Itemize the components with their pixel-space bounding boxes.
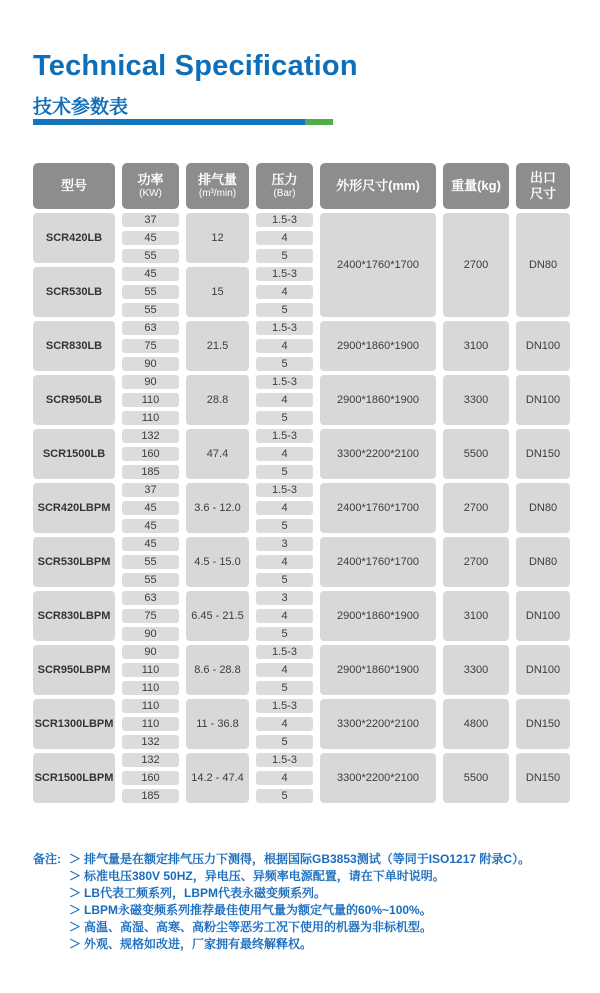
pressure-cell: 4 bbox=[256, 393, 313, 407]
dimensions-cell: 3300*2200*2100 bbox=[320, 699, 436, 749]
column-header-label: 型号 bbox=[60, 178, 87, 194]
model-cell: SCR950LBPM bbox=[33, 645, 115, 695]
pressure-cell: 1.5-3 bbox=[256, 267, 313, 281]
column-header-label: 功率 bbox=[137, 172, 164, 188]
power-cell: 110 bbox=[122, 411, 179, 425]
model-cell: SCR830LBPM bbox=[33, 591, 115, 641]
column-header-label: 出口 bbox=[529, 170, 556, 186]
note-text: LBPM永磁变频系列推荐最佳使用气量为额定气量的60%~100%。 bbox=[84, 903, 432, 917]
outlet-cell: DN100 bbox=[516, 375, 570, 425]
power-cell: 45 bbox=[122, 501, 179, 515]
power-cell: 45 bbox=[122, 519, 179, 533]
outlet-cell: DN100 bbox=[516, 645, 570, 695]
note-item bbox=[69, 868, 530, 885]
model-cell: SCR420LB bbox=[33, 213, 115, 263]
pressure-cell: 3 bbox=[256, 537, 313, 551]
page-title: Technical Specification bbox=[33, 50, 358, 82]
note-item bbox=[69, 919, 530, 936]
pressure-cell: 4 bbox=[256, 663, 313, 677]
model-cell: SCR420LBPM bbox=[33, 483, 115, 533]
pressure-cell: 4 bbox=[256, 447, 313, 461]
power-cell: 185 bbox=[122, 789, 179, 803]
column-header-6 bbox=[443, 163, 509, 209]
note-marker: ＞ bbox=[69, 903, 82, 917]
model-cell: SCR530LB bbox=[33, 267, 115, 317]
pressure-cell: 1.5-3 bbox=[256, 213, 313, 227]
pressure-cell: 4 bbox=[256, 501, 313, 515]
note-marker: ＞ bbox=[69, 852, 82, 866]
divider-blue-bar bbox=[33, 119, 305, 125]
pressure-cell: 1.5-3 bbox=[256, 753, 313, 767]
power-cell: 110 bbox=[122, 717, 179, 731]
model-cell: SCR1500LBPM bbox=[33, 753, 115, 803]
divider-green-bar bbox=[305, 119, 333, 125]
dimensions-cell: 2900*1860*1900 bbox=[320, 375, 436, 425]
pressure-cell: 4 bbox=[256, 285, 313, 299]
power-cell: 63 bbox=[122, 591, 179, 605]
pressure-cell: 1.5-3 bbox=[256, 483, 313, 497]
weight-cell: 3100 bbox=[443, 321, 509, 371]
pressure-cell: 4 bbox=[256, 555, 313, 569]
pressure-cell: 5 bbox=[256, 411, 313, 425]
pressure-cell: 5 bbox=[256, 681, 313, 695]
pressure-cell: 5 bbox=[256, 789, 313, 803]
weight-cell: 2700 bbox=[443, 537, 509, 587]
note-item bbox=[69, 885, 530, 902]
note-item bbox=[69, 902, 530, 919]
model-cell: SCR830LB bbox=[33, 321, 115, 371]
pressure-cell: 4 bbox=[256, 609, 313, 623]
pressure-cell: 5 bbox=[256, 465, 313, 479]
pressure-cell: 5 bbox=[256, 357, 313, 371]
weight-cell: 5500 bbox=[443, 753, 509, 803]
column-header-2 bbox=[122, 163, 179, 209]
weight-cell: 3300 bbox=[443, 645, 509, 695]
column-header-label: 重量(kg) bbox=[451, 178, 501, 194]
note-marker: ＞ bbox=[69, 869, 82, 883]
column-header-sublabel: 尺寸 bbox=[529, 186, 556, 201]
power-cell: 90 bbox=[122, 627, 179, 641]
column-header-5 bbox=[320, 163, 436, 209]
model-cell: SCR1300LBPM bbox=[33, 699, 115, 749]
pressure-cell: 1.5-3 bbox=[256, 321, 313, 335]
note-text: 高温、高湿、高寒、高粉尘等恶劣工况下使用的机器为非标机型。 bbox=[84, 920, 433, 934]
column-header-label: 外形尺寸(mm) bbox=[336, 178, 420, 194]
note-text: 标准电压380V 50HZ，异电压、异频率电源配置，请在下单时说明。 bbox=[84, 869, 445, 883]
displacement-cell: 3.6 - 12.0 bbox=[186, 483, 249, 533]
weight-cell: 2700 bbox=[443, 213, 509, 317]
pressure-cell: 1.5-3 bbox=[256, 429, 313, 443]
pressure-cell: 5 bbox=[256, 573, 313, 587]
model-cell: SCR1500LB bbox=[33, 429, 115, 479]
dimensions-cell: 2900*1860*1900 bbox=[320, 645, 436, 695]
weight-cell: 2700 bbox=[443, 483, 509, 533]
displacement-cell: 6.45 - 21.5 bbox=[186, 591, 249, 641]
displacement-cell: 11 - 36.8 bbox=[186, 699, 249, 749]
weight-cell: 4800 bbox=[443, 699, 509, 749]
weight-cell: 3100 bbox=[443, 591, 509, 641]
pressure-cell: 5 bbox=[256, 627, 313, 641]
notes-list bbox=[69, 851, 530, 953]
power-cell: 110 bbox=[122, 393, 179, 407]
page-subtitle: 技术参数表 bbox=[33, 97, 129, 118]
note-marker: ＞ bbox=[69, 886, 82, 900]
pressure-cell: 1.5-3 bbox=[256, 645, 313, 659]
power-cell: 132 bbox=[122, 429, 179, 443]
power-cell: 75 bbox=[122, 339, 179, 353]
power-cell: 55 bbox=[122, 555, 179, 569]
outlet-cell: DN80 bbox=[516, 483, 570, 533]
dimensions-cell: 3300*2200*2100 bbox=[320, 429, 436, 479]
power-cell: 160 bbox=[122, 771, 179, 785]
outlet-cell: DN150 bbox=[516, 753, 570, 803]
power-cell: 185 bbox=[122, 465, 179, 479]
pressure-cell: 4 bbox=[256, 231, 313, 245]
power-cell: 110 bbox=[122, 663, 179, 677]
dimensions-cell: 3300*2200*2100 bbox=[320, 753, 436, 803]
notes-label: 备注: bbox=[33, 852, 61, 866]
dimensions-cell: 2400*1760*1700 bbox=[320, 483, 436, 533]
note-text: 外观、规格如改进，厂家拥有最终解释权。 bbox=[84, 937, 313, 951]
power-cell: 45 bbox=[122, 231, 179, 245]
pressure-cell: 5 bbox=[256, 249, 313, 263]
pressure-cell: 3 bbox=[256, 591, 313, 605]
power-cell: 75 bbox=[122, 609, 179, 623]
title-divider bbox=[33, 119, 333, 125]
pressure-cell: 5 bbox=[256, 303, 313, 317]
outlet-cell: DN150 bbox=[516, 699, 570, 749]
displacement-cell: 15 bbox=[186, 267, 249, 317]
power-cell: 37 bbox=[122, 483, 179, 497]
column-header-sublabel: (KW) bbox=[139, 187, 162, 199]
note-marker: ＞ bbox=[69, 937, 82, 951]
power-cell: 63 bbox=[122, 321, 179, 335]
pressure-cell: 4 bbox=[256, 771, 313, 785]
pressure-cell: 5 bbox=[256, 519, 313, 533]
power-cell: 55 bbox=[122, 573, 179, 587]
column-header-sublabel: (Bar) bbox=[273, 187, 296, 199]
power-cell: 45 bbox=[122, 537, 179, 551]
outlet-cell: DN100 bbox=[516, 321, 570, 371]
model-cell: SCR530LBPM bbox=[33, 537, 115, 587]
notes-section bbox=[33, 851, 578, 953]
dimensions-cell: 2900*1860*1900 bbox=[320, 591, 436, 641]
power-cell: 37 bbox=[122, 213, 179, 227]
outlet-cell: DN100 bbox=[516, 591, 570, 641]
column-header-label: 压力 bbox=[271, 172, 298, 188]
power-cell: 110 bbox=[122, 681, 179, 695]
power-cell: 132 bbox=[122, 753, 179, 767]
power-cell: 55 bbox=[122, 249, 179, 263]
displacement-cell: 28.8 bbox=[186, 375, 249, 425]
dimensions-cell: 2900*1860*1900 bbox=[320, 321, 436, 371]
column-header-7 bbox=[516, 163, 570, 209]
power-cell: 55 bbox=[122, 285, 179, 299]
note-text: LB代表工频系列，LBPM代表永磁变频系列。 bbox=[84, 886, 326, 900]
weight-cell: 3300 bbox=[443, 375, 509, 425]
power-cell: 160 bbox=[122, 447, 179, 461]
power-cell: 110 bbox=[122, 699, 179, 713]
displacement-cell: 12 bbox=[186, 213, 249, 263]
power-cell: 90 bbox=[122, 375, 179, 389]
displacement-cell: 47.4 bbox=[186, 429, 249, 479]
power-cell: 55 bbox=[122, 303, 179, 317]
outlet-cell: DN80 bbox=[516, 537, 570, 587]
power-cell: 132 bbox=[122, 735, 179, 749]
column-header-label: 排气量 bbox=[197, 172, 237, 188]
pressure-cell: 4 bbox=[256, 717, 313, 731]
displacement-cell: 4.5 - 15.0 bbox=[186, 537, 249, 587]
outlet-cell: DN80 bbox=[516, 213, 570, 317]
note-item bbox=[69, 851, 530, 868]
model-cell: SCR950LB bbox=[33, 375, 115, 425]
pressure-cell: 1.5-3 bbox=[256, 375, 313, 389]
pressure-cell: 4 bbox=[256, 339, 313, 353]
spec-table bbox=[33, 163, 570, 803]
displacement-cell: 8.6 - 28.8 bbox=[186, 645, 249, 695]
column-header-sublabel: (m³/min) bbox=[198, 187, 237, 199]
column-header-3 bbox=[186, 163, 249, 209]
column-header-1 bbox=[33, 163, 115, 209]
weight-cell: 5500 bbox=[443, 429, 509, 479]
power-cell: 45 bbox=[122, 267, 179, 281]
power-cell: 90 bbox=[122, 357, 179, 371]
displacement-cell: 21.5 bbox=[186, 321, 249, 371]
outlet-cell: DN150 bbox=[516, 429, 570, 479]
dimensions-cell: 2400*1760*1700 bbox=[320, 213, 436, 317]
column-header-4 bbox=[256, 163, 313, 209]
pressure-cell: 5 bbox=[256, 735, 313, 749]
note-text: 排气量是在额定排气压力下测得，根据国际GB3853测试（等同于ISO1217 附录C）。 bbox=[84, 852, 531, 866]
power-cell: 90 bbox=[122, 645, 179, 659]
note-marker: ＞ bbox=[69, 920, 82, 934]
dimensions-cell: 2400*1760*1700 bbox=[320, 537, 436, 587]
displacement-cell: 14.2 - 47.4 bbox=[186, 753, 249, 803]
pressure-cell: 1.5-3 bbox=[256, 699, 313, 713]
note-item bbox=[69, 936, 530, 953]
